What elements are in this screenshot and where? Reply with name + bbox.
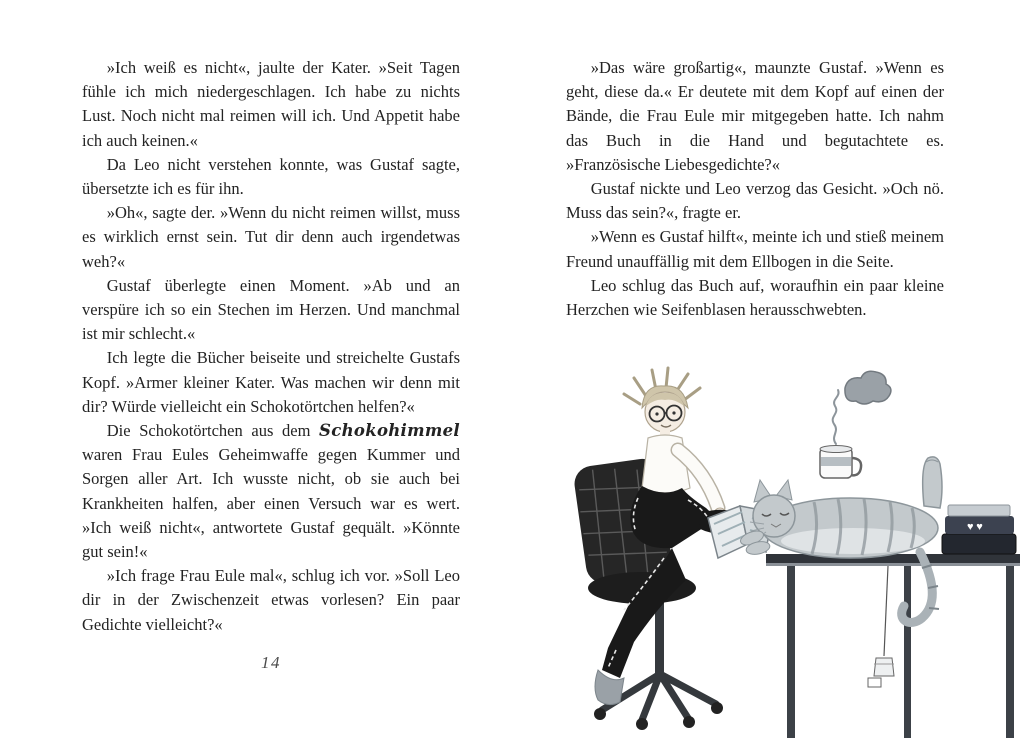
right-paragraph-4: Leo schlug das Buch auf, woraufhin ein paar kleine Herzchen wie Seifenblasen herausschwebten. xyxy=(566,275,944,320)
left-paragraph-2: Da Leo nicht verstehen konnte, was Gustaf sagte, übersetzte ich es für ihn. xyxy=(82,154,460,199)
left-paragraph-1: »Ich weiß es nicht«, jaulte der Kater. »Seit Tagen fühle ich mich niedergeschlagen. Ich habe zu nichts Lust. Noch nicht mal reimen will ich. Und Appetit habe ich auch keinen.« xyxy=(82,58,460,150)
paragraph-text-before: Die Schokotörtchen aus dem xyxy=(106,421,320,441)
steam-icon xyxy=(833,390,839,444)
scribble-cloud-icon xyxy=(845,371,891,404)
paragraph-text-after: waren Frau Eules Geheimwaffe gegen Kummer und Sorgen aller Art. Ich wusste nicht, ob sie auch bei Krankheiten halfen, aber einen Versuch war es wert. »Ich weiß nicht«, antwortete Gustaf gequält. »Könnte gut sein!« xyxy=(82,445,460,562)
right-paragraph-1: »Das wäre großartig«, maunzte Gustaf. »Wenn es geht, diese da.« Er deutete mit dem Kopf auf einen der Bände, die Frau Eule mir mitgegeben hatte. Ich nahm das Buch in die Hand und begutachtete es. »Französische Liebesgedichte?« xyxy=(566,58,944,174)
script-word-schokohimmel: Schokohimmel xyxy=(319,421,460,441)
cat xyxy=(739,457,942,623)
page-number: 14 xyxy=(261,652,281,672)
left-paragraph-5: Ich legte die Bücher beiseite und streichelte Gustafs Kopf. »Armer kleiner Kater. Was machen wir denn mit dir? Würde vielleicht ein Schokotörtchen helfen?« xyxy=(82,348,460,416)
illustration-svg xyxy=(568,366,1020,738)
left-paragraph-6 xyxy=(82,419,460,564)
right-paragraph-3: »Wenn es Gustaf hilft«, meinte ich und stieß meinem Freund unauffällig mit dem Ellbogen in die Seite. xyxy=(566,227,944,271)
teabag-icon xyxy=(868,566,894,687)
cat-head xyxy=(750,480,795,539)
left-paragraph-3: »Oh«, sagte der. »Wenn du nicht reimen willst, muss es wirklich ernst sein. Tut dir denn auch irgendetwas weh?« xyxy=(82,203,460,271)
hearts-on-book-spine: ♥ ♥ xyxy=(967,521,983,533)
mug-icon xyxy=(820,446,861,479)
right-page xyxy=(566,56,944,322)
left-paragraph-4: Gustaf überlegte einen Moment. »Ab und an verspüre ich so ein Stechen im Herzen. Und manchmal ist mir schlecht.« xyxy=(82,275,460,344)
illustration xyxy=(568,366,1020,738)
left-paragraph-7: »Ich frage Frau Eule mal«, schlug ich vor. »Soll Leo dir in der Zwischenzeit etwas vorlesen? Ein paar Gedichte vielleicht?« xyxy=(82,566,460,634)
right-paragraph-2: Gustaf nickte und Leo verzog das Gesicht. »Och nö. Muss das sein?«, fragte er. xyxy=(566,179,944,223)
cat-paw-raised xyxy=(923,457,942,508)
table xyxy=(766,554,1020,738)
left-page xyxy=(82,56,460,675)
book-stack xyxy=(942,505,1016,554)
